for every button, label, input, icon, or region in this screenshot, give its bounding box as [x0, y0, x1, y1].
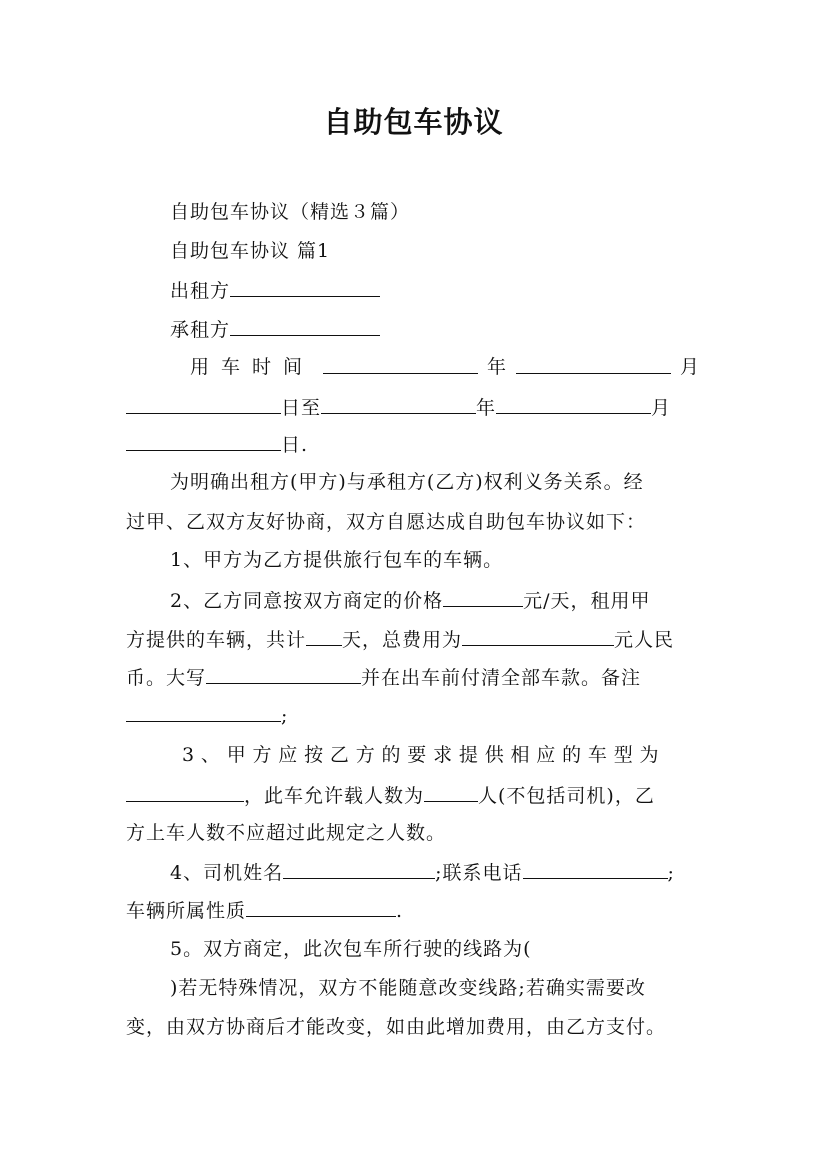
end-year-blank — [321, 395, 476, 414]
start-day-blank — [126, 395, 281, 414]
clause-3-line-1: 3、甲方应按乙方的要求提供相应的车型为 — [182, 744, 666, 766]
start-year-blank — [323, 355, 478, 374]
clause-2-line-1 — [170, 588, 710, 613]
month-label-2: 月 — [651, 397, 672, 419]
vehicle-model-blank — [126, 783, 244, 802]
clause-4-semicolon: ; — [667, 862, 675, 884]
days-blank — [306, 627, 342, 646]
rental-period-label: 用车时间 — [190, 356, 315, 378]
lessee-line — [170, 317, 710, 342]
clause-5-line-1: 5。双方商定，此次包车所行驶的线路为( — [170, 938, 532, 960]
rental-period-line-3 — [126, 432, 706, 457]
clause-3-line-2 — [126, 783, 706, 808]
passenger-count-blank — [424, 783, 478, 802]
lessee-label: 承租方 — [170, 319, 231, 341]
clause-1: 1、甲方为乙方提供旅行包车的车辆。 — [170, 549, 504, 571]
vehicle-nature-label: 车辆所属性质 — [126, 900, 247, 922]
clause-3-line-3: 方上车人数不应超过此规定之人数。 — [126, 822, 447, 844]
remarks-blank — [126, 703, 281, 722]
day-end-label: 日. — [281, 434, 309, 456]
section-heading: 自助包车协议 篇1 — [170, 240, 331, 262]
year-label: 年 — [486, 356, 507, 378]
lessee-blank — [230, 317, 380, 336]
lessor-line — [170, 278, 710, 303]
para-intro-line-1: 为明确出租方(甲方)与承租方(乙方)权利义务关系。经 — [170, 471, 644, 493]
amount-in-words-blank — [206, 665, 361, 684]
contact-phone-label: ;联系电话 — [435, 862, 523, 884]
clause-2-text-d: 天，总费用为 — [342, 629, 463, 651]
driver-name-label: 4、司机姓名 — [170, 862, 284, 884]
clause-2-text-a: 2、乙方同意按双方商定的价格 — [170, 590, 444, 612]
contact-phone-blank — [523, 860, 668, 879]
subtitle-line: 自助包车协议（精选３篇） — [170, 201, 411, 223]
rental-period-line-2 — [126, 395, 706, 420]
daily-price-blank — [443, 588, 523, 607]
year-label-2: 年 — [476, 397, 497, 419]
clause-2-line-3 — [126, 665, 706, 690]
document-title: 自助包车协议 — [323, 105, 504, 139]
clause-4-line-2 — [126, 898, 706, 923]
clause-2-text-e: 元人民 — [614, 629, 675, 651]
clause-4-line-1 — [170, 860, 710, 885]
month-label: 月 — [679, 356, 700, 378]
para-intro-line-2: 过甲、乙双方友好协商，双方自愿达成自助包车协议如下： — [126, 511, 647, 533]
clause-5-line-3: 变，由双方协商后才能改变，如由此增加费用，由乙方支付。 — [126, 1016, 667, 1038]
lessor-label: 出租方 — [170, 280, 231, 302]
clause-3-text-b: 人(不包括司机)，乙 — [478, 785, 655, 807]
driver-name-blank — [283, 860, 435, 879]
clause-2-text-h: ; — [281, 705, 289, 727]
day-to-label: 日至 — [281, 397, 322, 419]
clause-2-line-4 — [126, 703, 706, 728]
clause-2-text-c: 方提供的车辆，共计 — [126, 629, 307, 651]
lessor-blank — [230, 278, 380, 297]
total-fee-blank — [462, 627, 614, 646]
end-day-blank — [126, 432, 281, 451]
start-month-blank — [516, 355, 671, 374]
clause-2-line-2 — [126, 627, 706, 652]
rental-period-line-1 — [190, 355, 700, 379]
end-month-blank — [496, 395, 651, 414]
clause-2-text-g: 并在出车前付清全部车款。备注 — [361, 667, 642, 689]
clause-5-line-2: )若无特殊情况，双方不能随意改变线路;若确实需要改 — [170, 977, 646, 999]
clause-3-text-a: ，此车允许载人数为 — [244, 785, 425, 807]
clause-2-text-f: 币。大写 — [126, 667, 207, 689]
clause-2-text-b: 元/天，租用甲 — [523, 590, 651, 612]
clause-4-period: . — [396, 900, 404, 922]
vehicle-nature-blank — [246, 898, 396, 917]
